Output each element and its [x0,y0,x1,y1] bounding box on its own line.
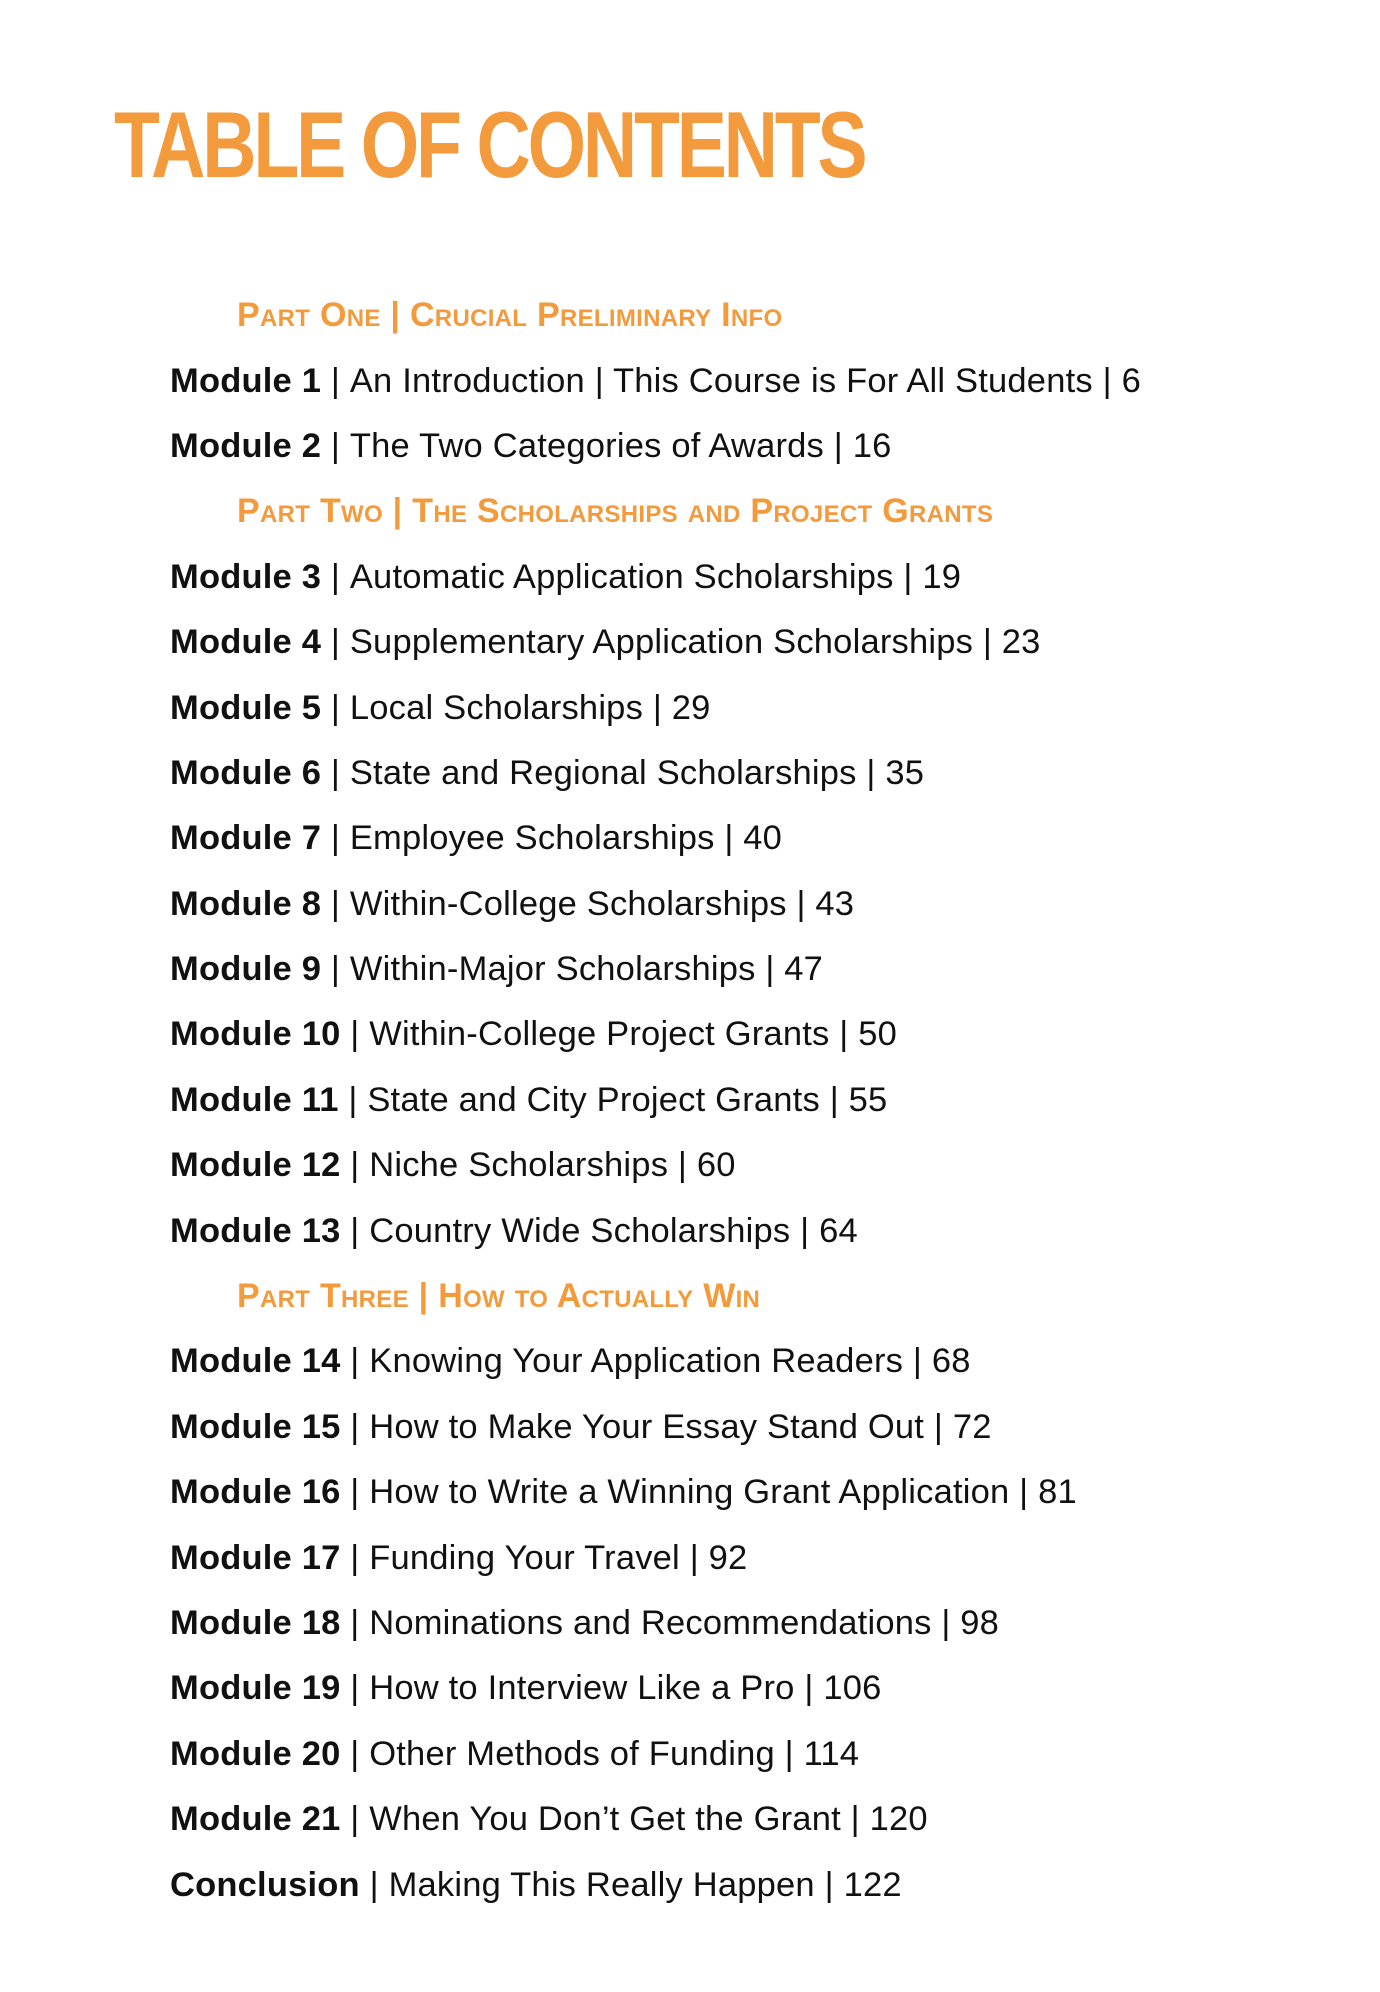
page-number: 120 [869,1800,928,1839]
separator: | [321,753,350,792]
separator: | [824,426,853,465]
separator: | [931,1604,961,1642]
module-title: Niche Scholarships [369,1146,669,1185]
separator: | [774,1734,804,1773]
page-number: 50 [858,1015,897,1054]
toc-entry[interactable] [170,806,1330,871]
module-label: Module 7 [170,819,322,858]
separator: | [790,1211,820,1250]
module-label: Module 6 [170,753,322,792]
separator: | [856,753,886,792]
page-number: 19 [922,557,962,596]
module-label: Module 14 [170,1342,341,1381]
part-separator: | [382,492,413,531]
separator: | [1009,1473,1039,1512]
module-title: An Introduction | This Course is For All Students [349,361,1093,400]
module-label: Module 5 [170,688,322,727]
part-heading [170,479,1330,544]
separator: | [893,557,923,596]
module-label: Module 17 [170,1538,341,1577]
part-label: Part One [237,296,381,335]
module-title: Automatic Application Scholarships [349,557,894,596]
module-title: Local Scholarships [349,688,644,727]
separator: | [340,1015,370,1054]
separator: | [714,819,744,858]
page-number: 114 [803,1734,860,1773]
separator: | [321,623,350,662]
page-number: 60 [696,1146,736,1185]
page-number: 98 [960,1604,1000,1642]
separator: | [340,1604,370,1642]
toc-entry[interactable] [170,1591,1330,1656]
module-title: How to Interview Like a Pro [369,1669,795,1708]
separator: | [340,1473,370,1512]
page-number: 122 [843,1865,902,1904]
module-title: Country Wide Scholarships [369,1211,791,1250]
module-title: Employee Scholarships [349,819,715,858]
toc-entry[interactable] [170,1525,1330,1590]
page-number: 55 [848,1080,888,1119]
module-label: Module 19 [170,1669,341,1708]
separator: | [338,1080,368,1119]
page-title: TABLE OF CONTENTS [114,92,865,197]
separator: | [321,688,350,727]
separator: | [359,1865,389,1904]
module-title: The Two Categories of Awards [349,426,825,465]
module-label: Module 10 [170,1015,341,1054]
module-label: Conclusion [170,1865,360,1904]
page-number: 40 [743,819,783,858]
module-title: How to Make Your Essay Stand Out [369,1407,925,1446]
part-heading [170,283,1330,348]
part-name: How to Actually Win [438,1277,761,1316]
separator: | [321,426,350,465]
module-label: Module 18 [170,1604,341,1642]
page-number: 92 [708,1538,748,1577]
module-title: When You Don’t Get the Grant [369,1800,841,1839]
module-label: Module 3 [170,557,322,596]
separator: | [340,1407,370,1446]
page-number: 64 [819,1211,858,1250]
module-title: Funding Your Travel [369,1538,680,1577]
toc-entry[interactable] [170,545,1330,610]
separator: | [321,884,350,923]
page-number: 29 [671,688,711,727]
separator: | [340,1146,370,1185]
separator: | [814,1865,844,1904]
module-label: Module 12 [170,1146,341,1185]
module-title: Nominations and Recommendations [369,1604,932,1642]
page-number: 72 [952,1407,992,1446]
separator: | [340,1211,370,1250]
module-label: Module 1 [170,361,322,400]
separator: | [973,623,1002,662]
toc-entry[interactable] [170,1787,1330,1852]
toc-entry[interactable] [170,741,1330,806]
separator: | [668,1146,697,1185]
toc-entry[interactable] [170,1656,1330,1721]
toc-entry[interactable] [170,937,1330,1002]
module-label: Module 4 [170,623,322,662]
module-title: Supplementary Application Scholarships [349,623,974,662]
separator: | [794,1669,824,1708]
toc-entry[interactable] [170,1068,1330,1133]
module-title: How to Write a Winning Grant Application [369,1473,1010,1512]
separator: | [679,1538,709,1577]
toc-entry[interactable] [170,1329,1330,1394]
separator: | [829,1015,859,1054]
page-number: 81 [1038,1473,1077,1512]
table-of-contents [170,283,1330,1918]
module-title: State and City Project Grants [367,1080,820,1119]
part-separator: | [408,1277,439,1316]
module-label: Module 15 [170,1407,341,1446]
page-number: 47 [784,950,824,989]
page-number: 43 [815,884,855,923]
separator: | [321,950,350,989]
separator: | [1092,361,1122,400]
part-label: Part Three [237,1277,409,1316]
module-title: Knowing Your Application Readers [369,1342,904,1381]
toc-entry[interactable] [170,1395,1330,1460]
separator: | [321,361,350,400]
toc-entry[interactable] [170,675,1330,740]
toc-entry[interactable] [170,872,1330,937]
separator: | [903,1342,932,1381]
module-title: State and Regional Scholarships [349,753,857,792]
module-label: Module 13 [170,1211,341,1250]
page-number: 6 [1121,361,1141,400]
module-title: Making This Really Happen [388,1865,815,1904]
module-label: Module 21 [170,1800,341,1839]
part-heading [170,1264,1330,1329]
separator: | [340,1669,370,1708]
module-title: Within-College Scholarships [349,884,787,923]
part-label: Part Two [237,492,383,531]
toc-entry[interactable] [170,1002,1330,1067]
module-title: Within-Major Scholarships [349,950,756,989]
separator: | [321,819,350,858]
toc-entry[interactable] [170,1460,1330,1525]
toc-entry[interactable] [170,1198,1330,1263]
toc-entry[interactable] [170,348,1330,413]
module-label: Module 20 [170,1734,341,1773]
toc-entry[interactable] [170,1852,1330,1917]
separator: | [924,1407,953,1446]
separator: | [755,950,785,989]
toc-entry[interactable] [170,1133,1330,1198]
module-title: Other Methods of Funding [369,1734,775,1773]
toc-entry[interactable] [170,610,1330,675]
separator: | [340,1734,370,1773]
page-number: 16 [852,426,892,465]
module-title: Within-College Project Grants [369,1015,830,1054]
module-label: Module 11 [170,1080,339,1119]
page-number: 23 [1001,623,1041,662]
separator: | [340,1342,370,1381]
separator: | [340,1800,370,1839]
separator: | [643,688,672,727]
separator: | [340,1538,370,1577]
page-number: 106 [823,1669,882,1708]
page-number: 35 [885,753,925,792]
separator: | [786,884,816,923]
part-name: Crucial Preliminary Info [409,296,783,335]
module-label: Module 2 [170,426,322,465]
module-label: Module 9 [170,950,322,989]
part-name: The Scholarships and Project Grants [412,492,994,531]
separator: | [840,1800,870,1839]
page-number: 68 [931,1342,971,1381]
module-label: Module 8 [170,884,322,923]
toc-entry[interactable] [170,1722,1330,1787]
toc-entry[interactable] [170,414,1330,479]
separator: | [819,1080,849,1119]
separator: | [321,557,350,596]
module-label: Module 16 [170,1473,341,1512]
part-separator: | [380,296,410,335]
